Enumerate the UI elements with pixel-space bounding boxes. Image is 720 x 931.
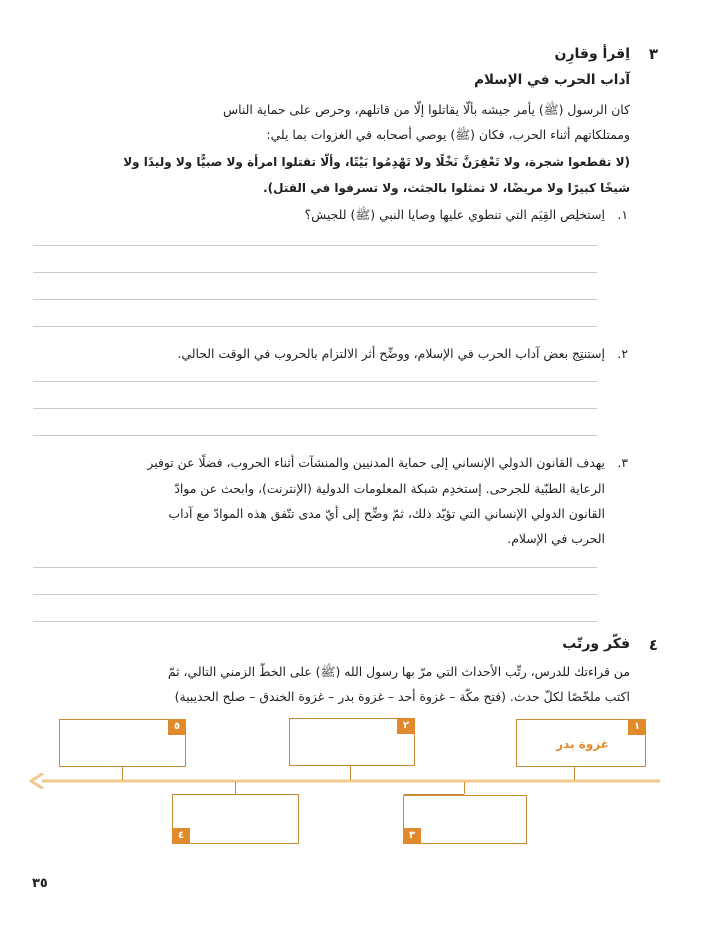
question-1-number: ١. (617, 207, 628, 222)
answer-line[interactable] (33, 245, 597, 246)
timeline-box-3[interactable] (403, 795, 527, 844)
answer-line[interactable] (33, 567, 597, 568)
timeline-box-4[interactable] (172, 794, 299, 844)
timeline-connector (464, 782, 465, 794)
question-3-line: يهدف القانون الدولي الإنساني إلى حماية المدنيين والمنشآت أثناء الحروب، فضلًا عن توفير (147, 455, 605, 470)
section-4-instruction-line: اكتب ملخّصًا لكلّ حدث. (فتح مكّة – غزوة أحد – غزوة بدر – غزوة الخندق – صلح الحديبية) (174, 689, 630, 704)
timeline-badge: ٥ (168, 719, 186, 735)
timeline-badge: ٣ (403, 828, 421, 844)
timeline-box-1[interactable] (516, 719, 646, 767)
section-4-title: فكّر ورتّب (562, 636, 630, 652)
section-4-number: ٤ (648, 636, 658, 654)
question-2-number: ٢. (617, 346, 628, 361)
section-3-number: ٣ (648, 45, 658, 63)
paragraph-line: كان الرسول (ﷺ) يأمر جيشه بألّا يقاتلوا إلّا من قاتلهم، وحرص على حماية الناس (222, 102, 630, 117)
timeline-connector (235, 782, 236, 794)
section-3-subtitle: آداب الحرب في الإسلام (474, 72, 630, 88)
timeline-badge: ٢ (397, 718, 415, 734)
timeline-badge: ١ (628, 719, 646, 735)
question-2-text: إستنتِج بعض آداب الحرب في الإسلام، ووضِّح أثر الالتزام بالحروب في الوقت الحالي. (177, 346, 605, 361)
page-number: ٣٥ (32, 876, 48, 891)
timeline-box-2[interactable] (289, 718, 415, 766)
answer-line[interactable] (33, 594, 597, 595)
question-1-text: اِستخلِص القِيَم التي تنطوي عليها وصايا النبي (ﷺ) للجيش؟ (304, 207, 605, 222)
question-3-number: ٣. (617, 455, 628, 470)
answer-line[interactable] (33, 435, 597, 436)
timeline-box-5[interactable] (59, 719, 186, 767)
answer-line[interactable] (33, 326, 597, 327)
timeline-badge: ٤ (172, 828, 190, 844)
question-3-line: الحرب في الإسلام. (507, 531, 605, 546)
timeline-box-label: غزوة بدر (556, 737, 609, 751)
timeline-connector (574, 766, 575, 780)
section-4-instruction-line: من قراءتك للدرس، رتِّب الأحداث التي مرّ بها رسول الله (ﷺ) على الخطّ الزمني التالي، ثمّ (167, 664, 630, 679)
timeline-connector (350, 766, 351, 780)
answer-line[interactable] (33, 408, 597, 409)
paragraph-line: وممتلكاتهم أثناء الحرب، فكان (ﷺ) يوصي أصحابه في الغزوات بما يلي: (266, 127, 630, 142)
paragraph-quote-line: (لا تقطعوا شجرة، ولا تَعْقِرَنَّ نَخْلًا ولا تَهْدِمُوا بَيْتًا، وألّا تقتلوا امرأة ولا صبيًّا ولا وليدًا ولا (123, 155, 630, 169)
section-3-title: اِقرأ وقارِن (554, 46, 630, 62)
question-3-line: الرعاية الطبّية للجرحى. إستخدِم شبكة المعلومات الدولية (الإنترنت)، وابحث عن موادّ (174, 481, 605, 496)
timeline-connector (122, 767, 123, 780)
answer-line[interactable] (33, 381, 597, 382)
answer-line[interactable] (33, 621, 597, 622)
answer-line[interactable] (33, 272, 597, 273)
answer-line[interactable] (33, 299, 597, 300)
paragraph-quote-line: شيخًا كبيرًا ولا مريضًا، لا تمثلوا بالجثث، ولا تسرفوا في القتل). (263, 181, 630, 195)
question-3-line: القانون الدولي الإنساني التي تؤيّد ذلك، ثمّ وضِّح إلى أيّ مدى تتّفق هذه الموادّ مع آداب (168, 506, 605, 521)
